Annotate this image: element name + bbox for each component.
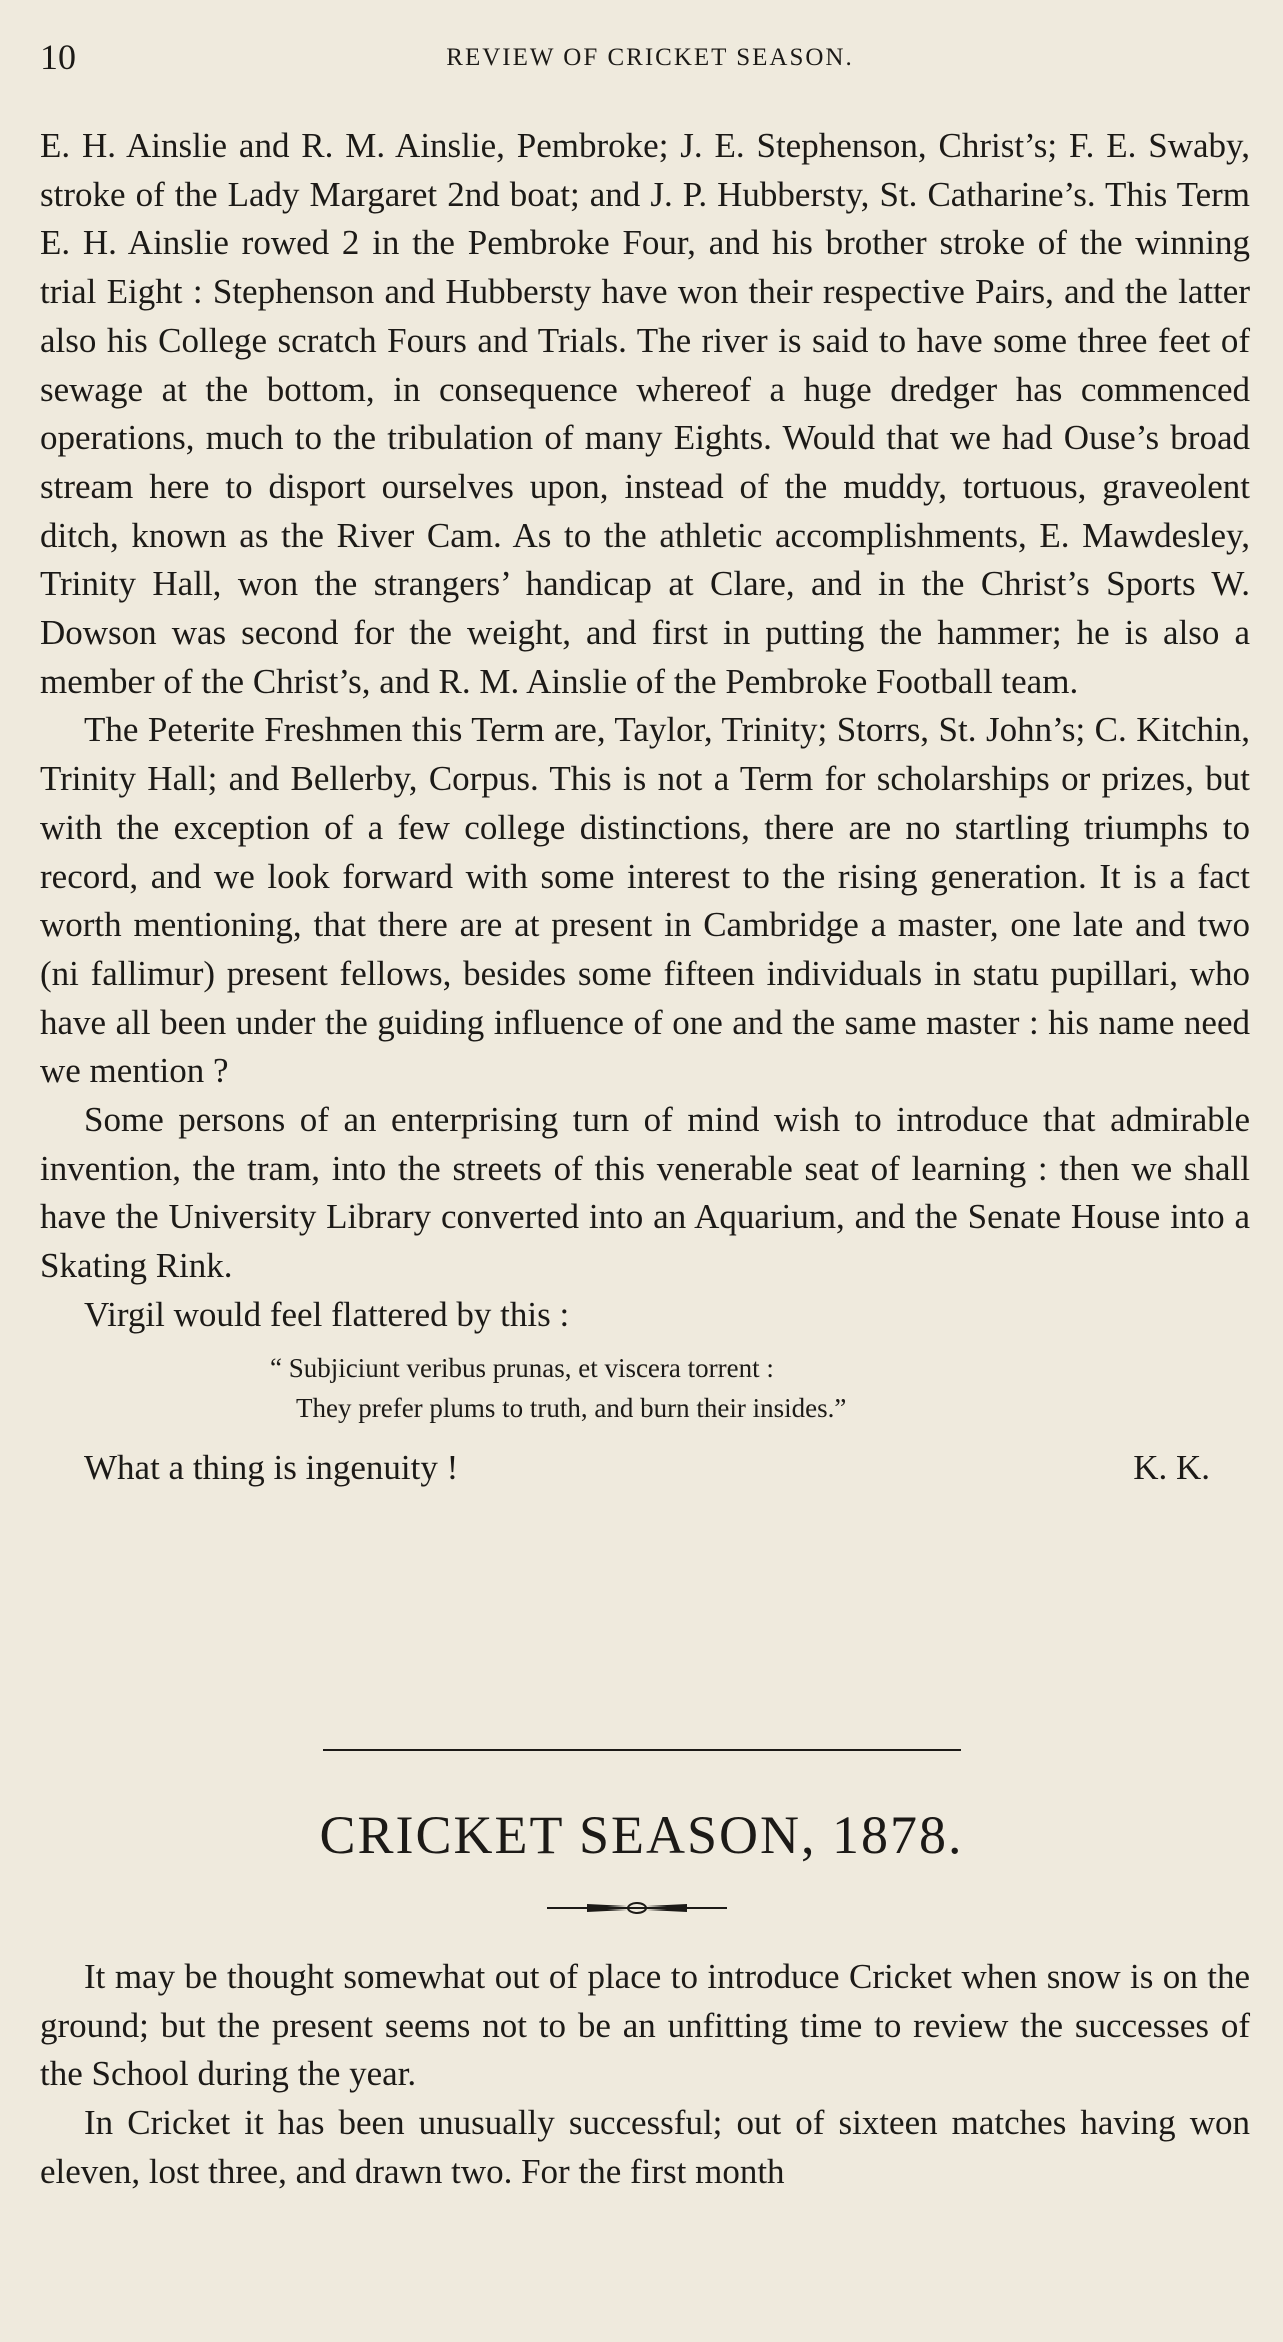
running-head bbox=[40, 36, 1260, 86]
section-title: CRICKET SEASON, 1878. bbox=[319, 1805, 964, 1865]
paragraph-rowing: E. H. Ainslie and R. M. Ainslie, Pembroke; J. E. Stephenson, Christ’s; F. E. Swaby, stroke of the Lady Margaret 2nd boat; and J. P. Hubbersty, St. Catharine’s. This Term E. H. Ainslie rowed 2 in the Pembroke Four, and his brother stroke of the winning trial Eight : Stephenson and Hubbersty have won their respective Pairs, and the latter also his College scratch Fours and Trials. The river is said to have some three feet of sewage at the bottom, in consequence whereof a huge dredger has commenced operations, much to the tribulation of many Eights. Would that we had Ouse’s broad stream here to disport ourselves upon, instead of the muddy, tortuous, graveolent ditch, known as the River Cam. As to the athletic accomplishments, E. Mawdesley, Trinity Hall, won the strangers’ handicap at Clare, and in the Christ’s Sports W. Dowson was second for the weight, and first in putting the hammer; he is also a member of the Christ’s, and R. M. Ainslie of the Pembroke Football team. bbox=[40, 126, 1250, 701]
section-divider-rule bbox=[323, 1749, 961, 1751]
paragraph-tram: Some persons of an enterprising turn of mind wish to introduce that admirable invention, the tram, into the streets of this venerable seat of learning : then we shall have the University Library converted into an Aquarium, and the Senate House into a Skating Rink. bbox=[40, 1100, 1250, 1286]
paragraph-virgil: Virgil would feel flattered by this : bbox=[84, 1294, 570, 1334]
signoff-text: What a thing is ingenuity ! bbox=[84, 1447, 459, 1487]
running-title: REVIEW OF CRICKET SEASON. bbox=[446, 44, 854, 71]
quotation-line-1: “ Subjiciunt veribus prunas, et viscera torrent : bbox=[270, 1352, 774, 1383]
section-paragraph-1: It may be thought somewhat out of place to introduce Cricket when snow is on the ground; but the present seems not to be an unfitting time to review the successes of the School during the year. bbox=[40, 1957, 1250, 2094]
paragraph-freshmen: The Peterite Freshmen this Term are, Taylor, Trinity; Storrs, St. John’s; C. Kitchin, Trinity Hall; and Bellerby, Corpus. This is not a Term for scholarships or prizes, but with the exception of a few college distinctions, there are no startling triumphs to record, and we look forward with some interest to the rising generation. It is a fact worth mentioning, that there are at present in Cambridge a master, one late and two (ni fallimur) present fellows, besides some fifteen individuals in statu pupillari, who have all been under the guiding influence of one and the same master : his name need we mention ? bbox=[40, 710, 1250, 1091]
section-body bbox=[40, 1953, 1250, 2197]
article-body bbox=[40, 122, 1250, 1498]
signoff-author: K. K. bbox=[1133, 1447, 1210, 1487]
quotation-line-2: They prefer plums to truth, and burn their insides.” bbox=[296, 1392, 847, 1423]
ornament-flourish-icon bbox=[547, 1898, 727, 1918]
quotation bbox=[40, 1348, 1250, 1428]
section-paragraph-2: In Cricket it has been unusually successful; out of sixteen matches having won eleven, lost three, and drawn two. For the first month bbox=[40, 2103, 1250, 2191]
signoff bbox=[40, 1438, 1250, 1498]
page-number: 10 bbox=[40, 37, 76, 77]
